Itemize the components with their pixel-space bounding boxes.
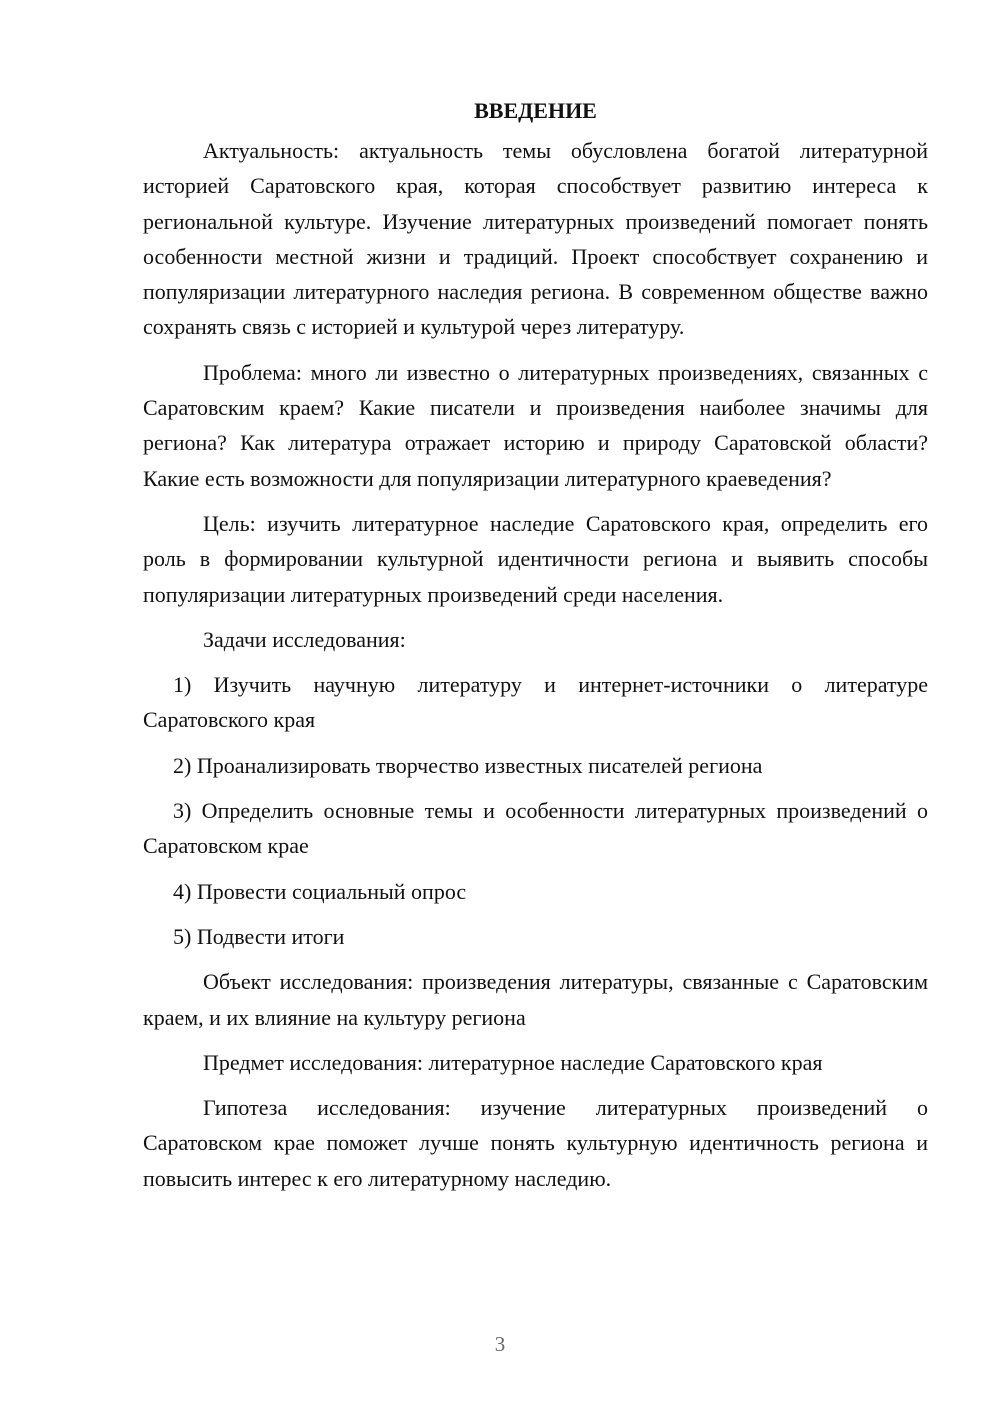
task-item: 5) Подвести итоги bbox=[173, 923, 345, 949]
object-paragraph: Объект исследования: произведения литературы, связанные с Саратовским краем, и их влияние на культуру региона bbox=[143, 969, 928, 1030]
task-item: 2) Проанализировать творчество известных писателей региона bbox=[173, 752, 763, 778]
hypothesis-paragraph: Гипотеза исследования: изучение литературных произведений о Саратовском крае поможет лучше понять культурную идентичность региона и повысить интерес к его литературному наследию. bbox=[143, 1095, 928, 1191]
goal-paragraph: Цель: изучить литературное наследие Саратовского края, определить его роль в формировании культурной идентичности региона и выявить способы популяризации литературных произведений среди населения. bbox=[143, 510, 928, 607]
task-item: 4) Провести социальный опрос bbox=[173, 878, 467, 904]
subject-paragraph: Предмет исследования: литературное наследие Саратовского края bbox=[203, 1049, 823, 1075]
task-item: 1) Изучить научную литературу и интернет-источники о литературе Саратовского края bbox=[143, 672, 928, 733]
tasks-list bbox=[143, 667, 928, 954]
page-number: 3 bbox=[494, 1332, 506, 1356]
problem-paragraph: Проблема: много ли известно о литературных произведениях, связанных с Саратовским краем? Какие писатели и произведения наиболее значимы для региона? Как литература отражает историю и природу Саратовской области? Какие есть возможности для популяризации литературного краеведения? bbox=[143, 359, 928, 491]
task-item: 3) Определить основные темы и особенности литературных произведений о Саратовском крае bbox=[143, 798, 928, 859]
page-title: ВВЕДЕНИЕ bbox=[474, 98, 597, 123]
relevance-paragraph: Актуальность: актуальность темы обусловлена богатой литературной историей Саратовского края, которая способствует развитию интереса к региональной культуре. Изучение литературных произведений помогает понять особенности местной жизни и традиций. Проект способствует сохранению и популяризации литературного наследия региона. В современном обществе важно сохранять связь с историей и культурой через литературу. bbox=[143, 138, 928, 340]
tasks-heading: Задачи исследования: bbox=[203, 626, 406, 652]
document-page bbox=[143, 93, 928, 1206]
